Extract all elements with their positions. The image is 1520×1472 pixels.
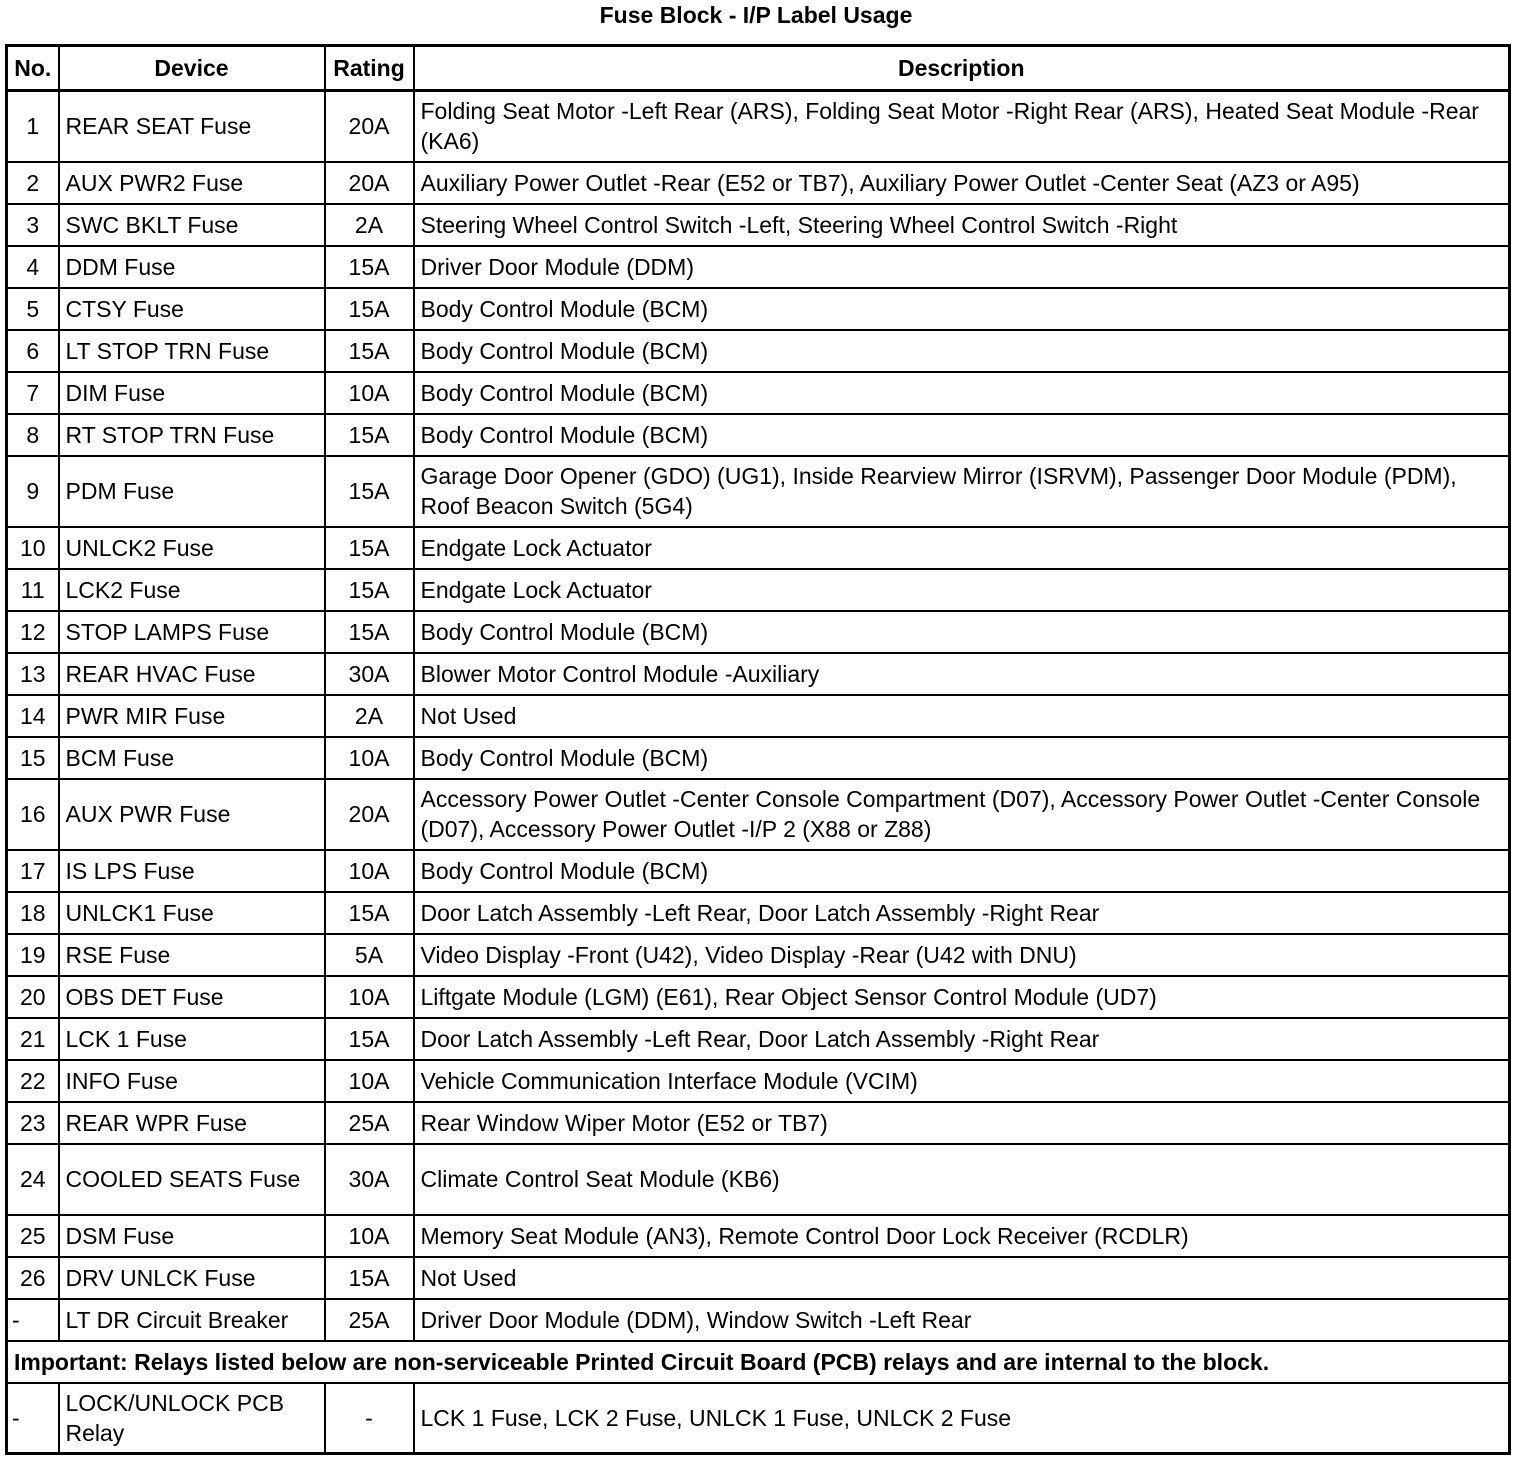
important-note: Important: Relays listed below are non-serviceable Printed Circuit Board (PCB) relays and are internal to the block. xyxy=(7,1341,1510,1383)
cell-description: Folding Seat Motor -Left Rear (ARS), Folding Seat Motor -Right Rear (ARS), Heated Seat Module -Rear (KA6) xyxy=(414,91,1510,162)
cell-no: 26 xyxy=(7,1257,59,1299)
cell-device: LT STOP TRN Fuse xyxy=(59,330,325,372)
cell-no: 21 xyxy=(7,1018,59,1060)
header-row xyxy=(7,46,1510,91)
cell-device: STOP LAMPS Fuse xyxy=(59,611,325,653)
relay-row xyxy=(7,1383,1510,1454)
cell-description: Not Used xyxy=(414,695,1510,737)
cell-rating: 5A xyxy=(325,934,414,976)
table-row xyxy=(7,527,1510,569)
table-row xyxy=(7,569,1510,611)
cell-device: DRV UNLCK Fuse xyxy=(59,1257,325,1299)
table-row xyxy=(7,246,1510,288)
cell-device: LT DR Circuit Breaker xyxy=(59,1299,325,1341)
table-row xyxy=(7,456,1510,527)
table-row xyxy=(7,1215,1510,1257)
cell-device: COOLED SEATS Fuse xyxy=(59,1144,325,1215)
cell-description: Door Latch Assembly -Left Rear, Door Latch Assembly -Right Rear xyxy=(414,892,1510,934)
fuse-table xyxy=(5,44,1511,1455)
cell-rating: 10A xyxy=(325,976,414,1018)
cell-rating: 20A xyxy=(325,779,414,850)
cell-rating: 15A xyxy=(325,1257,414,1299)
cell-description: Body Control Module (BCM) xyxy=(414,850,1510,892)
cell-description: Body Control Module (BCM) xyxy=(414,414,1510,456)
cell-description: Memory Seat Module (AN3), Remote Control Door Lock Receiver (RCDLR) xyxy=(414,1215,1510,1257)
table-row xyxy=(7,91,1510,162)
cell-description: Liftgate Module (LGM) (E61), Rear Object Sensor Control Module (UD7) xyxy=(414,976,1510,1018)
table-row xyxy=(7,1144,1510,1215)
table-row xyxy=(7,1018,1510,1060)
cell-device: REAR SEAT Fuse xyxy=(59,91,325,162)
cell-description: Driver Door Module (DDM), Window Switch -Left Rear xyxy=(414,1299,1510,1341)
header-device: Device xyxy=(59,46,325,91)
table-row xyxy=(7,372,1510,414)
cell-rating: 10A xyxy=(325,1215,414,1257)
cell-no: 3 xyxy=(7,204,59,246)
cell-description: Not Used xyxy=(414,1257,1510,1299)
cell-description: Climate Control Seat Module (KB6) xyxy=(414,1144,1510,1215)
note-row xyxy=(7,1341,1510,1383)
cell-no: 10 xyxy=(7,527,59,569)
cell-description: Body Control Module (BCM) xyxy=(414,372,1510,414)
cell-description: Body Control Module (BCM) xyxy=(414,737,1510,779)
cell-device: LCK2 Fuse xyxy=(59,569,325,611)
table-row xyxy=(7,934,1510,976)
table-row xyxy=(7,1060,1510,1102)
cell-device: LCK 1 Fuse xyxy=(59,1018,325,1060)
cell-device: BCM Fuse xyxy=(59,737,325,779)
cell-rating: 15A xyxy=(325,569,414,611)
table-row xyxy=(7,204,1510,246)
cell-rating: 2A xyxy=(325,204,414,246)
table-row xyxy=(7,737,1510,779)
cell-device: AUX PWR2 Fuse xyxy=(59,162,325,204)
header-description: Description xyxy=(414,46,1510,91)
table-row xyxy=(7,653,1510,695)
cell-no: 11 xyxy=(7,569,59,611)
cell-no: 9 xyxy=(7,456,59,527)
cell-rating: 30A xyxy=(325,1144,414,1215)
cell-description: Body Control Module (BCM) xyxy=(414,611,1510,653)
cell-description: Endgate Lock Actuator xyxy=(414,527,1510,569)
table-row xyxy=(7,1299,1510,1341)
cell-rating: 10A xyxy=(325,850,414,892)
header-rating: Rating xyxy=(325,46,414,91)
table-row xyxy=(7,1257,1510,1299)
cell-no: 2 xyxy=(7,162,59,204)
cell-rating: 30A xyxy=(325,653,414,695)
cell-device: AUX PWR Fuse xyxy=(59,779,325,850)
cell-description: Body Control Module (BCM) xyxy=(414,330,1510,372)
cell-device: PDM Fuse xyxy=(59,456,325,527)
cell-description: Auxiliary Power Outlet -Rear (E52 or TB7), Auxiliary Power Outlet -Center Seat (AZ3 or A95) xyxy=(414,162,1510,204)
table-row xyxy=(7,414,1510,456)
cell-device: PWR MIR Fuse xyxy=(59,695,325,737)
table-row xyxy=(7,288,1510,330)
cell-device: REAR WPR Fuse xyxy=(59,1102,325,1144)
table-row xyxy=(7,162,1510,204)
cell-no: 17 xyxy=(7,850,59,892)
cell-rating: 25A xyxy=(325,1102,414,1144)
cell-no: 20 xyxy=(7,976,59,1018)
cell-rating: 10A xyxy=(325,737,414,779)
cell-rating: 15A xyxy=(325,414,414,456)
cell-no: 12 xyxy=(7,611,59,653)
cell-device: INFO Fuse xyxy=(59,1060,325,1102)
cell-device: RSE Fuse xyxy=(59,934,325,976)
cell-no: 6 xyxy=(7,330,59,372)
cell-no: 1 xyxy=(7,91,59,162)
table-row xyxy=(7,892,1510,934)
cell-no: 23 xyxy=(7,1102,59,1144)
table-row xyxy=(7,976,1510,1018)
table-row xyxy=(7,330,1510,372)
cell-device: REAR HVAC Fuse xyxy=(59,653,325,695)
cell-rating: 15A xyxy=(325,1018,414,1060)
cell-rating: 15A xyxy=(325,330,414,372)
cell-description: Endgate Lock Actuator xyxy=(414,569,1510,611)
cell-rating: 25A xyxy=(325,1299,414,1341)
cell-description: Video Display -Front (U42), Video Display -Rear (U42 with DNU) xyxy=(414,934,1510,976)
cell-description: Accessory Power Outlet -Center Console Compartment (D07), Accessory Power Outlet -Center Console (D07), Accessory Power Outlet -I/P 2 (X88 or Z88) xyxy=(414,779,1510,850)
header-no: No. xyxy=(7,46,59,91)
cell-no: 19 xyxy=(7,934,59,976)
cell-rating: 15A xyxy=(325,527,414,569)
cell-description: Driver Door Module (DDM) xyxy=(414,246,1510,288)
cell-no: 4 xyxy=(7,246,59,288)
cell-description: Blower Motor Control Module -Auxiliary xyxy=(414,653,1510,695)
table-row xyxy=(7,850,1510,892)
cell-rating: 15A xyxy=(325,456,414,527)
cell-description: Vehicle Communication Interface Module (VCIM) xyxy=(414,1060,1510,1102)
cell-device: DIM Fuse xyxy=(59,372,325,414)
cell-description: Door Latch Assembly -Left Rear, Door Latch Assembly -Right Rear xyxy=(414,1018,1510,1060)
cell-no: 22 xyxy=(7,1060,59,1102)
cell-rating: 20A xyxy=(325,162,414,204)
cell-rating: 15A xyxy=(325,611,414,653)
cell-no: 7 xyxy=(7,372,59,414)
cell-no: 13 xyxy=(7,653,59,695)
cell-device: DDM Fuse xyxy=(59,246,325,288)
cell-rating: 2A xyxy=(325,695,414,737)
table-row xyxy=(7,779,1510,850)
cell-device: UNLCK1 Fuse xyxy=(59,892,325,934)
cell-description: Body Control Module (BCM) xyxy=(414,288,1510,330)
table-row xyxy=(7,611,1510,653)
cell-description: Rear Window Wiper Motor (E52 or TB7) xyxy=(414,1102,1510,1144)
cell-device: RT STOP TRN Fuse xyxy=(59,414,325,456)
cell-device: OBS DET Fuse xyxy=(59,976,325,1018)
cell-no: - xyxy=(7,1383,59,1454)
cell-no: 8 xyxy=(7,414,59,456)
cell-description: Garage Door Opener (GDO) (UG1), Inside Rearview Mirror (ISRVM), Passenger Door Module (PDM), Roof Beacon Switch (5G4) xyxy=(414,456,1510,527)
cell-rating: 15A xyxy=(325,892,414,934)
cell-rating: 10A xyxy=(325,1060,414,1102)
cell-no: 14 xyxy=(7,695,59,737)
cell-no: - xyxy=(7,1299,59,1341)
cell-device: DSM Fuse xyxy=(59,1215,325,1257)
cell-rating: 15A xyxy=(325,288,414,330)
cell-rating: 10A xyxy=(325,372,414,414)
cell-rating: 20A xyxy=(325,91,414,162)
cell-rating: 15A xyxy=(325,246,414,288)
cell-no: 24 xyxy=(7,1144,59,1215)
cell-device: SWC BKLT Fuse xyxy=(59,204,325,246)
cell-device: IS LPS Fuse xyxy=(59,850,325,892)
cell-no: 15 xyxy=(7,737,59,779)
cell-no: 18 xyxy=(7,892,59,934)
cell-description: Steering Wheel Control Switch -Left, Steering Wheel Control Switch -Right xyxy=(414,204,1510,246)
cell-device: UNLCK2 Fuse xyxy=(59,527,325,569)
cell-device: CTSY Fuse xyxy=(59,288,325,330)
page-title: Fuse Block - I/P Label Usage xyxy=(599,2,913,28)
table-row xyxy=(7,1102,1510,1144)
cell-no: 16 xyxy=(7,779,59,850)
cell-no: 5 xyxy=(7,288,59,330)
cell-device: LOCK/UNLOCK PCB Relay xyxy=(59,1383,325,1454)
cell-no: 25 xyxy=(7,1215,59,1257)
table-row xyxy=(7,695,1510,737)
cell-description: LCK 1 Fuse, LCK 2 Fuse, UNLCK 1 Fuse, UNLCK 2 Fuse xyxy=(414,1383,1510,1454)
cell-rating: - xyxy=(325,1383,414,1454)
